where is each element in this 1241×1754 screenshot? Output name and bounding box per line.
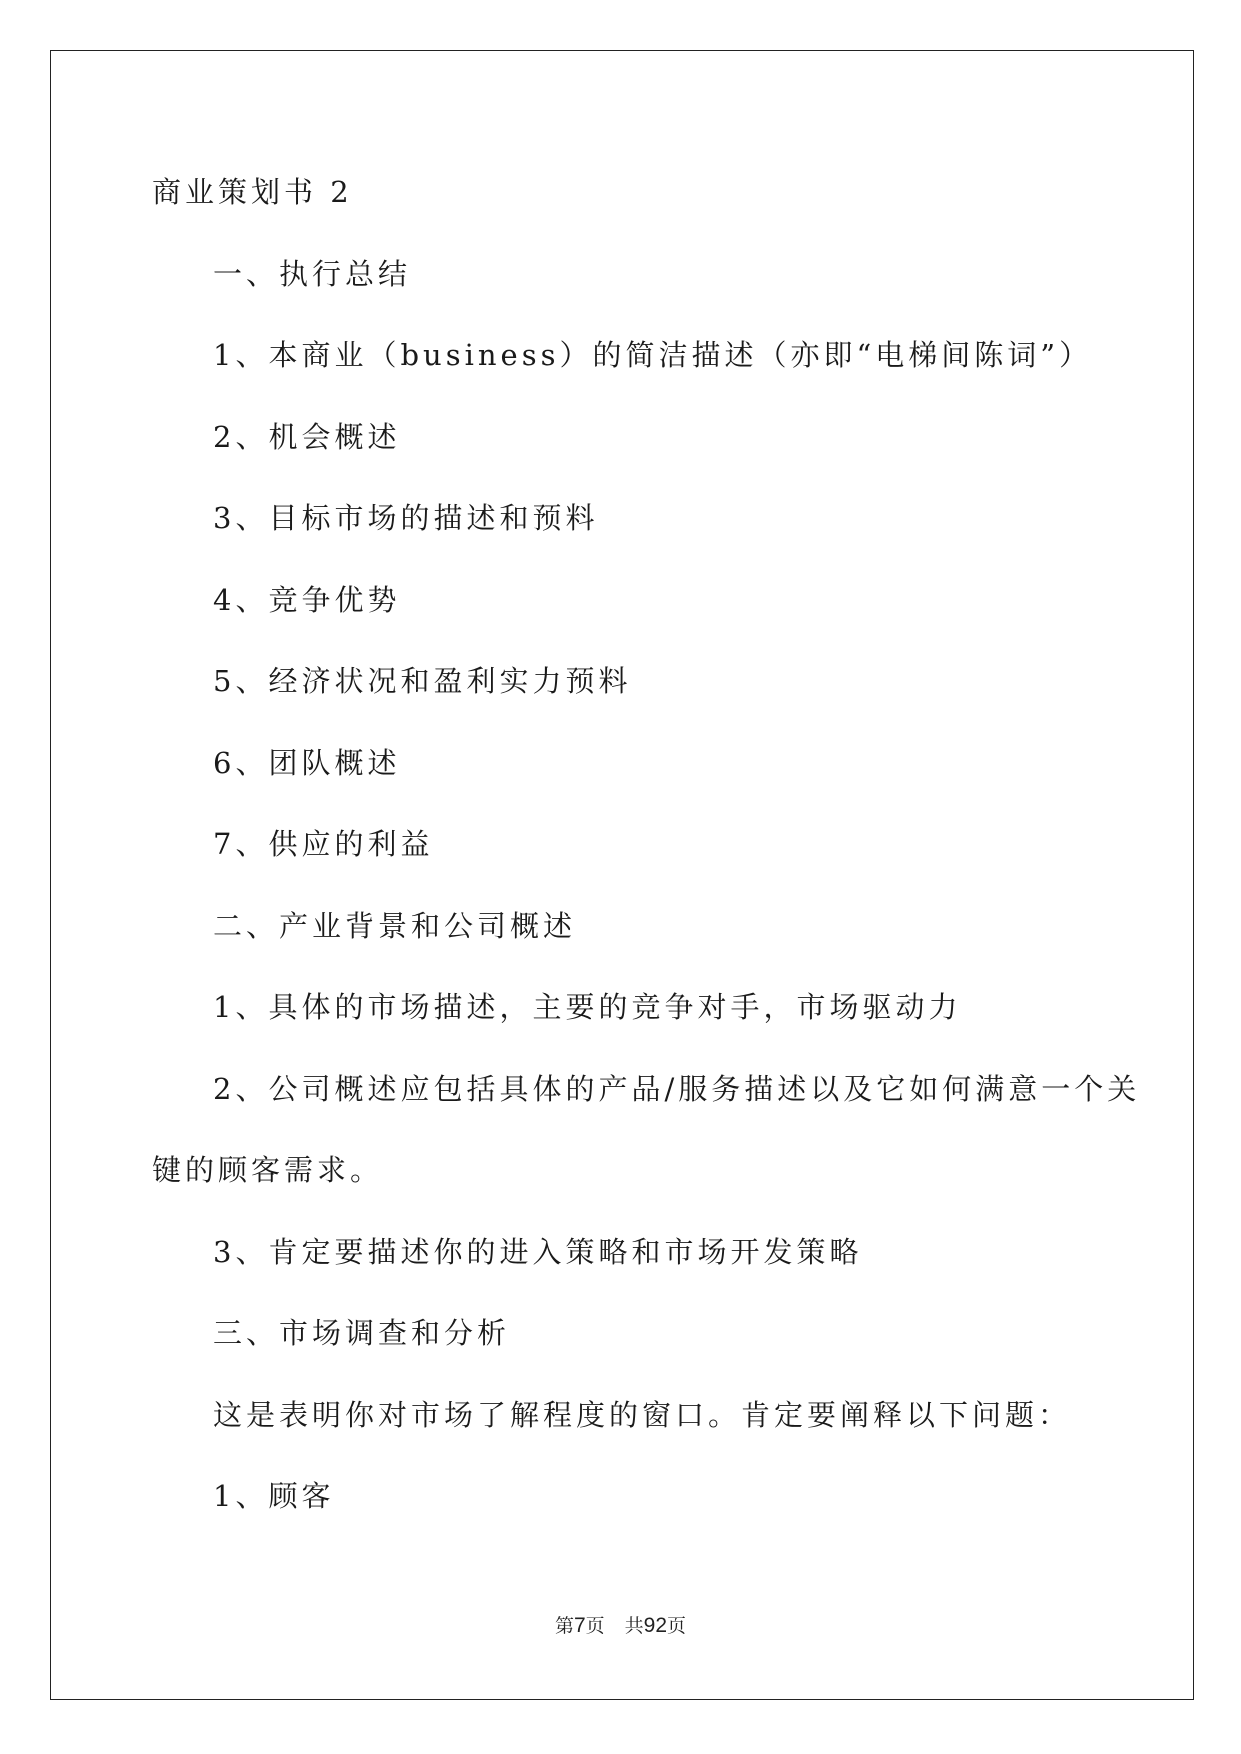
list-item: 1、具体的市场描述，主要的竞争对手，市场驱动力: [213, 990, 962, 1024]
list-item: 1、顾客: [213, 1479, 335, 1513]
section-heading: 一、执行总结: [213, 257, 412, 291]
footer-page-word: 页: [585, 1616, 605, 1637]
footer-prefix: 第: [554, 1616, 574, 1637]
section-heading: 三、市场调查和分析: [213, 1316, 511, 1350]
paragraph: 这是表明你对市场了解程度的窗口。肯定要阐释以下问题：: [213, 1398, 1072, 1432]
footer-total-prefix: 共: [624, 1616, 644, 1637]
page-footer: [0, 1614, 1241, 1639]
list-item: 2、公司概述应包括具体的产品/服务描述以及它如何满意一个关: [213, 1072, 1141, 1106]
list-item: 3、肯定要描述你的进入策略和市场开发策略: [213, 1235, 863, 1269]
total-pages-number: 92: [643, 1614, 668, 1637]
current-page-number: 7: [573, 1614, 586, 1637]
list-item: 6、团队概述: [213, 746, 401, 780]
list-item: 3、目标市场的描述和预料: [213, 501, 599, 535]
footer-total-suffix: 页: [667, 1616, 687, 1637]
section-heading: 二、产业背景和公司概述: [213, 909, 577, 943]
list-item: 5、经济状况和盈利实力预料: [213, 664, 632, 698]
list-item: 7、供应的利益: [213, 827, 434, 861]
list-item: 1、本商业（business）的简洁描述（亦即“电梯间陈词”）: [213, 338, 1093, 372]
list-item: 4、竞争优势: [213, 583, 401, 617]
page-border: [50, 50, 1194, 1700]
document-title: 商业策划书 2: [152, 175, 353, 209]
list-item: 2、机会概述: [213, 420, 401, 454]
list-item-continuation: 键的顾客需求。: [152, 1153, 384, 1187]
